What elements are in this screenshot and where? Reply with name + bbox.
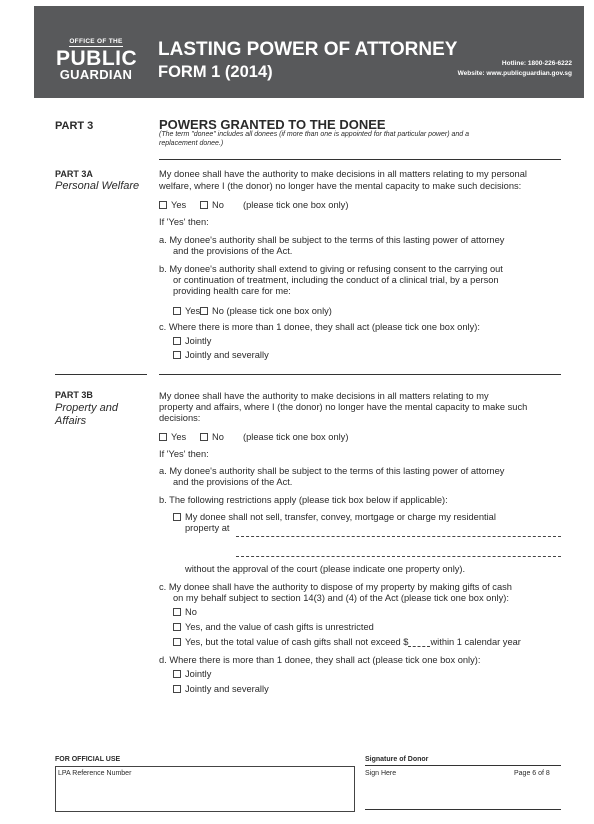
part3b-intro-line: decisions: <box>159 413 201 423</box>
residential-restriction-label: My donee shall not sell, transfer, convey, mortgage or charge my residential <box>185 512 496 522</box>
yes-checkbox[interactable] <box>159 433 167 441</box>
part3-label: PART 3 <box>55 120 94 132</box>
clause-c-line: c. Where there is more than 1 donee, they shall act (please tick one box only): <box>159 322 480 332</box>
website: Website: www.publicguardian.gov.sg <box>457 70 572 77</box>
property-address-field[interactable] <box>236 536 561 537</box>
gift-limit-checkbox[interactable] <box>173 638 181 646</box>
contact-info <box>458 59 572 79</box>
part3a-subtitle: Personal Welfare <box>55 180 140 192</box>
treatment-yes-option[interactable] <box>173 306 200 317</box>
clause-a-line: and the provisions of the Act. <box>173 477 293 487</box>
jointly-checkbox[interactable] <box>173 670 181 678</box>
clause-c-line: c. My donee shall have the authority to dispose of my property by making gifts of cash <box>159 582 512 592</box>
header-banner <box>34 6 584 98</box>
treatment-yes-label: Yes <box>185 306 201 316</box>
part3b-label: PART 3B <box>55 390 93 400</box>
property-address-field[interactable] <box>236 556 561 557</box>
part3a-label: PART 3A <box>55 169 93 179</box>
gift-unrestricted-label: Yes, and the value of cash gifts is unrestricted <box>185 622 374 632</box>
jointly-severally-checkbox[interactable] <box>173 351 181 359</box>
tick-instruction: (please tick one box only) <box>243 200 349 210</box>
logo-public-text: PUBLIC <box>56 47 138 70</box>
signature-top-rule <box>365 765 561 766</box>
hotline: Hotline: 1800-226-6222 <box>501 60 572 67</box>
welfare-jointly-option[interactable] <box>173 336 211 347</box>
tick-instruction: (please tick one box only) <box>243 432 349 442</box>
section-note-line: replacement donee.) <box>159 139 224 147</box>
gift-limit-option[interactable] <box>173 637 521 648</box>
divider <box>55 374 147 375</box>
part3b-intro-line: property and affairs, where I (the donor) no longer have the mental capacity to make such <box>159 402 528 412</box>
part3a-no-option[interactable] <box>200 200 224 211</box>
property-jointly-severally-option[interactable] <box>173 684 269 695</box>
divider <box>159 374 561 375</box>
no-label: No <box>212 200 224 210</box>
treatment-no-checkbox[interactable] <box>200 307 208 315</box>
yes-label: Yes <box>171 200 187 210</box>
official-use-label: FOR OFFICIAL USE <box>55 756 121 763</box>
treatment-yes-checkbox[interactable] <box>173 307 181 315</box>
jointly-label: Jointly <box>185 336 212 346</box>
public-guardian-logo <box>56 30 136 81</box>
if-yes-text: If 'Yes' then: <box>159 449 209 459</box>
property-at-label: property at <box>185 523 230 533</box>
form-subtitle: FORM 1 (2014) <box>158 63 273 81</box>
clause-d-line: d. Where there is more than 1 donee, they shall act (please tick one box only): <box>159 655 481 665</box>
part3b-intro-line: My donee shall have the authority to make decisions in all matters relating to my <box>159 391 489 401</box>
no-checkbox[interactable] <box>200 433 208 441</box>
gift-limit-period: within 1 calendar year <box>430 637 521 647</box>
if-yes-text: If 'Yes' then: <box>159 217 209 227</box>
gift-limit-amount-field[interactable] <box>408 638 430 647</box>
property-jointly-option[interactable] <box>173 669 211 680</box>
residential-restriction-option[interactable] <box>173 512 496 523</box>
signature-title: Signature of Donor <box>365 756 429 763</box>
part3a-intro-line: My donee shall have the authority to make decisions in all matters relating to my personal <box>159 169 527 179</box>
clause-b-line: or continuation of treatment, including the conduct of a clinical trial, by a person <box>173 275 499 285</box>
gift-no-checkbox[interactable] <box>173 608 181 616</box>
gift-unrestricted-checkbox[interactable] <box>173 623 181 631</box>
clause-b-line: b. My donee's authority shall extend to giving or refusing consent to the carrying out <box>159 264 503 274</box>
part3b-subtitle: Property and <box>55 402 118 414</box>
gift-no-option[interactable] <box>173 607 197 618</box>
part3b-subtitle: Affairs <box>55 415 87 427</box>
no-checkbox[interactable] <box>200 201 208 209</box>
signature-line[interactable] <box>365 809 561 810</box>
part3b-yes-option[interactable] <box>159 432 186 443</box>
treatment-no-label: No (please tick one box only) <box>212 306 332 316</box>
clause-b-line: b. The following restrictions apply (please tick box below if applicable): <box>159 495 448 505</box>
welfare-jointly-severally-option[interactable] <box>173 350 269 361</box>
logo-office-text: OFFICE OF THE <box>69 38 123 45</box>
court-approval-text: without the approval of the court (please indicate one property only). <box>185 564 466 574</box>
jointly-severally-checkbox[interactable] <box>173 685 181 693</box>
section-note-line: (The term "donee" includes all donees (if more than one is appointed for that particular power) and a <box>159 131 470 138</box>
jointly-label: Jointly <box>185 669 212 679</box>
residential-restriction-checkbox[interactable] <box>173 513 181 521</box>
gift-no-label: No <box>185 607 197 617</box>
jointly-checkbox[interactable] <box>173 337 181 345</box>
clause-a-line: a. My donee's authority shall be subject to the terms of this lasting power of attorney <box>159 235 505 245</box>
clause-c-line: on my behalf subject to section 14(3) and (4) of the Act (please tick one box only): <box>173 593 509 603</box>
clause-a-line: a. My donee's authority shall be subject to the terms of this lasting power of attorney <box>159 466 505 476</box>
gift-unrestricted-option[interactable] <box>173 622 374 633</box>
logo-guardian-text: GUARDIAN <box>59 67 133 82</box>
divider <box>159 159 561 160</box>
section-note <box>159 131 559 148</box>
clause-a-line: and the provisions of the Act. <box>173 246 293 256</box>
sign-here-label: Sign Here <box>365 770 397 777</box>
section-title: POWERS GRANTED TO THE DONEE <box>159 117 386 132</box>
jointly-severally-label: Jointly and severally <box>185 350 269 360</box>
yes-label: Yes <box>171 432 187 442</box>
yes-checkbox[interactable] <box>159 201 167 209</box>
page-number: Page 6 of 8 <box>514 770 550 777</box>
part3a-intro-line: welfare, where I (the donor) no longer have the mental capacity to make such decisions: <box>159 181 522 191</box>
jointly-severally-label: Jointly and severally <box>185 684 269 694</box>
form-title: LASTING POWER OF ATTORNEY <box>158 39 458 60</box>
lpa-reference-label: LPA Reference Number <box>58 770 132 777</box>
gift-limit-label: Yes, but the total value of cash gifts shall not exceed $ <box>185 637 409 647</box>
part3a-yes-option[interactable] <box>159 200 186 211</box>
treatment-no-option[interactable] <box>200 306 332 317</box>
part3b-no-option[interactable] <box>200 432 224 443</box>
no-label: No <box>212 432 224 442</box>
clause-b-line: providing health care for me: <box>173 286 291 296</box>
